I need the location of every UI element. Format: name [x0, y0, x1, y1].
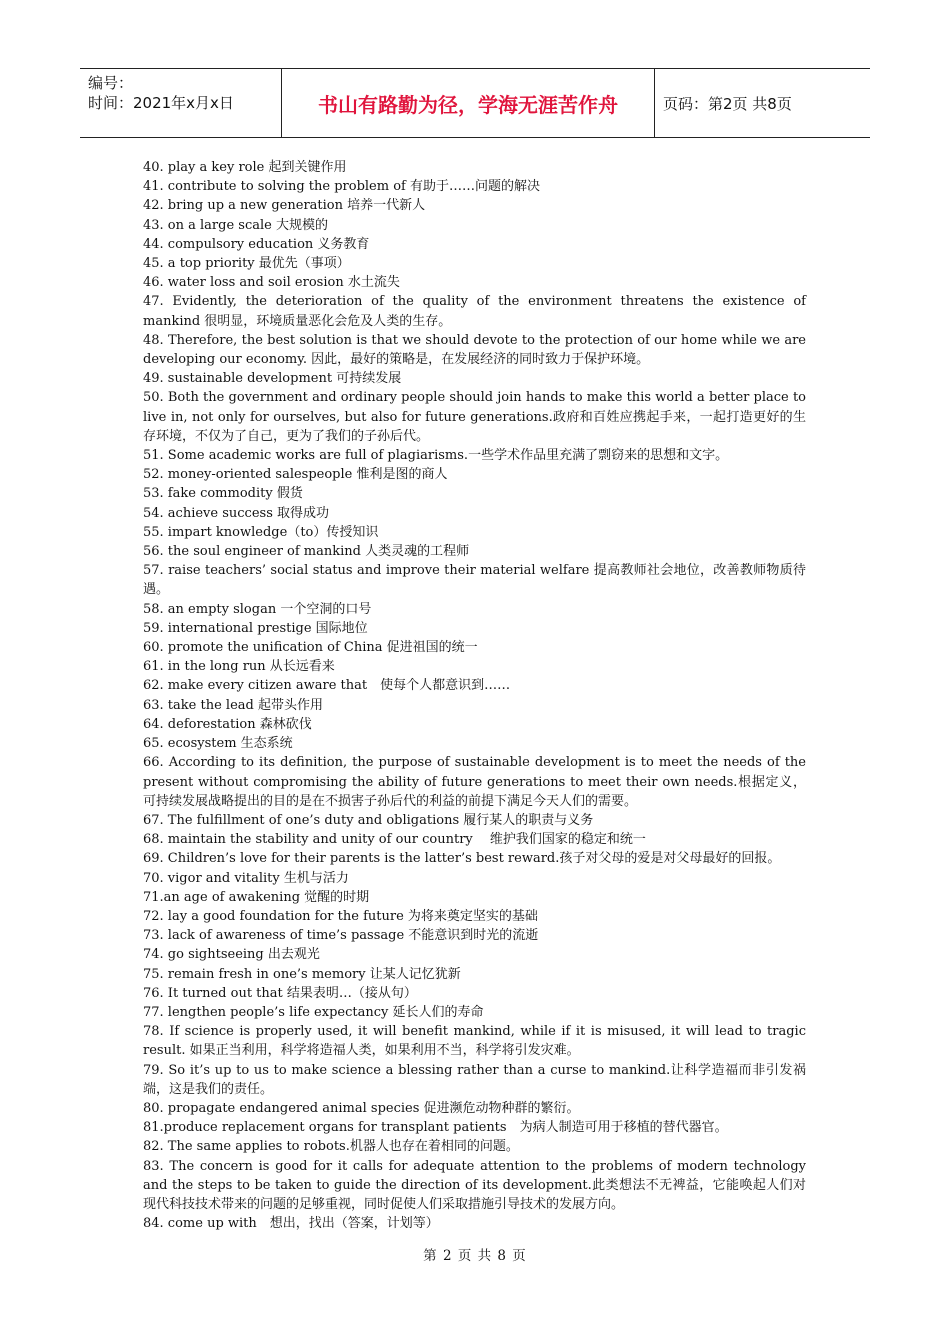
document-number: 编号： [88, 74, 134, 92]
phrase-entry: 76. It turned out that 结果表明…（接从句） [143, 985, 417, 1001]
header-page-info: 页码：第2页 共8页 [663, 94, 792, 113]
phrase-entry: 81.produce replacement organs for transplant patients 为病人制造可用于移植的替代器官。 [143, 1120, 728, 1136]
page-footer: 第 2 页 共 8 页 [423, 1248, 527, 1264]
phrase-entry: 63. take the lead 起带头作用 [143, 697, 323, 713]
phrase-entry: 40. play a key role 起到关键作用 [143, 160, 347, 175]
page-header [80, 68, 870, 138]
phrase-entry: 52. money-oriented salespeople 惟利是图的商人 [143, 467, 448, 483]
phrase-entry: 43. on a large scale 大规模的 [143, 217, 328, 233]
phrase-entry: 50. Both the government and ordinary people should join hands to make this world a better place to live in, not only for ourselves, but also for future generations.政府和百姓应携起手来，一起打造更好的生存环境，不仅为了自己，更为了我们的子孙后代。 [143, 390, 806, 444]
phrase-entry: 45. a top priority 最优先（事项） [143, 256, 350, 272]
phrase-entry: 58. an empty slogan 一个空洞的口号 [143, 601, 372, 617]
phrase-entry: 41. contribute to solving the problem of 有助于……问题的解决 [143, 179, 540, 195]
phrase-entry: 44. compulsory education 义务教育 [143, 236, 370, 252]
phrase-entry: 84. come up with 想出，找出（答案，计划等） [143, 1216, 439, 1232]
phrase-entry: 66. According to its definition, the purpose of sustainable development is to meet the needs of the present without compromising the ability of future generations to meet their own needs.根据定义，可持续发展战略提出的目的是在不损害子孙后代的利益的前提下满足今天人们的需要。 [143, 755, 806, 809]
phrase-entry: 59. international prestige 国际地位 [143, 620, 368, 636]
phrase-entry: 71.an age of awakening 觉醒的时期 [143, 889, 370, 905]
phrase-entry: 77. lengthen people’s life expectancy 延长人们的寿命 [143, 1004, 484, 1020]
phrase-entry: 83. The concern is good for it calls for adequate attention to the problems of modern technology and the steps to be taken to guide the direction of its development.此类想法不无裨益，它能唤起人们对现代科技技术带来的问题的足够重视，同时促使人们采取措施引导技术的发展方向。 [143, 1158, 806, 1212]
phrase-entry: 54. achieve success 取得成功 [143, 505, 330, 521]
header-motto: 书山有路勤为径，学海无涯苦作舟 [318, 92, 618, 117]
phrase-entry: 70. vigor and vitality 生机与活力 [143, 870, 349, 886]
phrase-entry: 65. ecosystem 生态系统 [143, 736, 293, 752]
phrase-entry: 75. remain fresh in one’s memory 让某人记忆犹新 [143, 966, 461, 982]
phrase-entry: 48. Therefore, the best solution is that we should devote to the protection of our home while we are developing our economy. 因此，最好的策略是，在发展经济的同时致力于保护环境。 [143, 332, 806, 368]
phrase-entry: 47. Evidently, the deterioration of the quality of the environment threatens the existence of mankind 很明显，环境质量恶化会危及人类的生存。 [143, 294, 806, 329]
phrase-entry: 72. lay a good foundation for the future 为将来奠定坚实的基础 [143, 908, 538, 924]
header-meta [80, 69, 282, 137]
phrase-entry: 51. Some academic works are full of plagiarisms.一些学术作品里充满了剽窃来的思想和文字。 [143, 448, 729, 464]
phrase-list [143, 158, 806, 1233]
phrase-entry: 62. make every citizen aware that 使每个人都意识到…… [143, 678, 511, 694]
phrase-entry: 49. sustainable development 可持续发展 [143, 371, 402, 387]
header-motto-cell [282, 69, 655, 137]
phrase-entry: 82. The same applies to robots.机器人也存在着相同的问题。 [143, 1139, 519, 1155]
phrase-entry: 69. Children’s love for their parents is the latter’s best reward.孩子对父母的爱是对父母最好的回报。 [143, 851, 781, 867]
phrase-entry: 57. raise teachers’ social status and improve their material welfare 提高教师社会地位，改善教师物质待遇。 [143, 563, 806, 598]
phrase-entry: 79. So it’s up to us to make science a blessing rather than a curse to mankind.让科学造福而非引发祸端，这是我们的责任。 [143, 1062, 806, 1097]
phrase-entry: 67. The fulfillment of one’s duty and obligations 履行某人的职责与义务 [143, 812, 594, 828]
phrase-entry: 80. propagate endangered animal species 促进濒危动物种群的繁衍。 [143, 1100, 580, 1116]
phrase-entry: 56. the soul engineer of mankind 人类灵魂的工程师 [143, 544, 470, 560]
phrase-entry: 53. fake commodity 假货 [143, 486, 303, 502]
phrase-entry: 68. maintain the stability and unity of our country 维护我们国家的稳定和统一 [143, 832, 646, 848]
phrase-entry: 78. If science is properly used, it will benefit mankind, while if it is misused, it will lead to tragic result. 如果正当利用，科学将造福人类，如果利用不当，科学将引发灾难。 [143, 1024, 806, 1059]
phrase-entry: 74. go sightseeing 出去观光 [143, 947, 320, 963]
phrase-entry: 55. impart knowledge（to）传授知识 [143, 524, 379, 540]
phrase-entry: 61. in the long run 从长远看来 [143, 659, 335, 675]
phrase-entry: 60. promote the unification of China 促进祖国的统一 [143, 640, 478, 656]
phrase-entry: 73. lack of awareness of time’s passage 不能意识到时光的流逝 [143, 928, 539, 944]
phrase-entry: 64. deforestation 森林砍伐 [143, 716, 312, 732]
document-time: 时间：2021年x月x日 [88, 94, 234, 112]
phrase-entry: 46. water loss and soil erosion 水土流失 [143, 275, 400, 291]
phrase-entry: 42. bring up a new generation 培养一代新人 [143, 198, 426, 214]
header-page-cell [655, 69, 870, 137]
